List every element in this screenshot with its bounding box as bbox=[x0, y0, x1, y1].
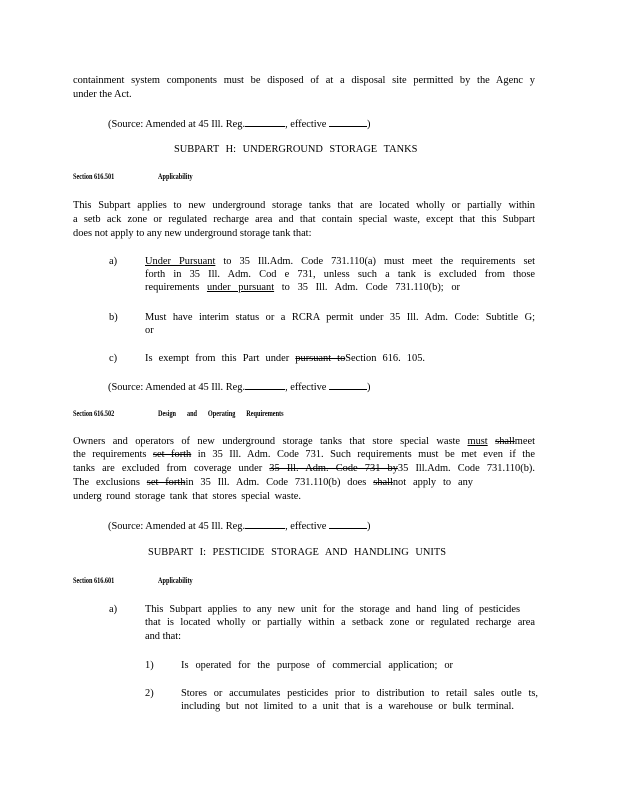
s502-para-line-4: The exclusions set forthin 35 Ill. Adm. Code 731.110(b) does shallnot apply to any bbox=[73, 477, 473, 488]
s501-para-line-1: This Subpart applies to new underground storage tanks that are located wholly or partially within bbox=[73, 200, 535, 211]
s601-a-line-3: and that: bbox=[145, 631, 182, 642]
s501-c-line-1: Is exempt from this Part under pursuant toSection 616. 105. bbox=[145, 353, 425, 364]
item-label-a: a) bbox=[109, 604, 118, 615]
intro-line-1: containment system components must be disposed of at a disposal site permitted by the Agenc y bbox=[73, 75, 535, 86]
s501-a-line-3: requirements under pursuant to 35 Ill. Adm. Code 731.110(b); or bbox=[145, 282, 461, 293]
section-502-number: Section 616.502 bbox=[73, 409, 115, 418]
s502-para-line-2: the requirements set forth in 35 Ill. Adm. Code 731. Such requirements must be met even if the bbox=[73, 449, 535, 460]
s502-para-line-5: underg round storage tank that stores special waste. bbox=[73, 491, 301, 502]
subpart-h-heading: SUBPART H: UNDERGROUND STORAGE TANKS bbox=[174, 144, 418, 155]
s502-para-line-1: Owners and operators of new underground storage tanks that store special waste must shallmeet bbox=[73, 436, 535, 447]
item-label-a: a) bbox=[109, 256, 118, 267]
s501-para-line-2: a setb ack zone or regulated recharge area and that contain special waste, except that this Subpart bbox=[73, 214, 535, 225]
blank-line bbox=[329, 117, 367, 127]
intro-line-2: under the Act. bbox=[73, 89, 132, 100]
source-note: (Source: Amended at 45 Ill. Reg. , effective ) bbox=[108, 521, 371, 532]
section-601-number: Section 616.601 bbox=[73, 576, 115, 585]
s601-a-line-2: that is located wholly or partially within a setback zone or regulated recharge area bbox=[145, 617, 535, 628]
s501-a-line-1: Under Pursuant to 35 Ill.Adm. Code 731.110(a) must meet the requirements set bbox=[145, 256, 535, 267]
blank-line bbox=[329, 380, 367, 390]
blank-line bbox=[245, 519, 285, 529]
blank-line bbox=[245, 380, 285, 390]
s501-a-line-2: forth in 35 Ill. Adm. Cod e 731, unless such a tank is excluded from those bbox=[145, 269, 535, 280]
s601-2-line-2: including but not limited to a unit that is a warehouse or bulk terminal. bbox=[181, 701, 514, 712]
subpart-i-heading: SUBPART I: PESTICIDE STORAGE AND HANDLING UNITS bbox=[148, 547, 446, 558]
blank-line bbox=[329, 519, 367, 529]
section-501-title: Applicability bbox=[158, 172, 193, 181]
s601-1-line-1: Is operated for the purpose of commercial application; or bbox=[181, 660, 453, 671]
blank-line bbox=[245, 117, 285, 127]
source-note: (Source: Amended at 45 Ill. Reg. , effective ) bbox=[108, 382, 371, 393]
section-502-title: Design and Operating Requirements bbox=[158, 409, 284, 418]
s601-2-line-1: Stores or accumulates pesticides prior to distribution to retail sales outle ts, bbox=[181, 688, 538, 699]
s501-b-line-1: Must have interim status or a RCRA permit under 35 Ill. Adm. Code: Subtitle G; bbox=[145, 312, 535, 323]
s501-b-line-2: or bbox=[145, 325, 154, 336]
item-label-1: 1) bbox=[145, 660, 154, 671]
item-label-2: 2) bbox=[145, 688, 154, 699]
s601-a-line-1: This Subpart applies to any new unit for the storage and hand ling of pesticides bbox=[145, 604, 520, 615]
section-501-number: Section 616.501 bbox=[73, 172, 115, 181]
s502-para-line-3: tanks are excluded from coverage under 35 Ill. Adm. Code 731 by35 Ill.Adm. Code 731.110(b). bbox=[73, 463, 535, 474]
s501-para-line-3: does not apply to any new underground storage tank that: bbox=[73, 228, 312, 239]
item-label-c: c) bbox=[109, 353, 118, 364]
item-label-b: b) bbox=[109, 312, 118, 323]
section-601-title: Applicability bbox=[158, 576, 193, 585]
source-note: (Source: Amended at 45 Ill. Reg. , effective ) bbox=[108, 119, 371, 130]
